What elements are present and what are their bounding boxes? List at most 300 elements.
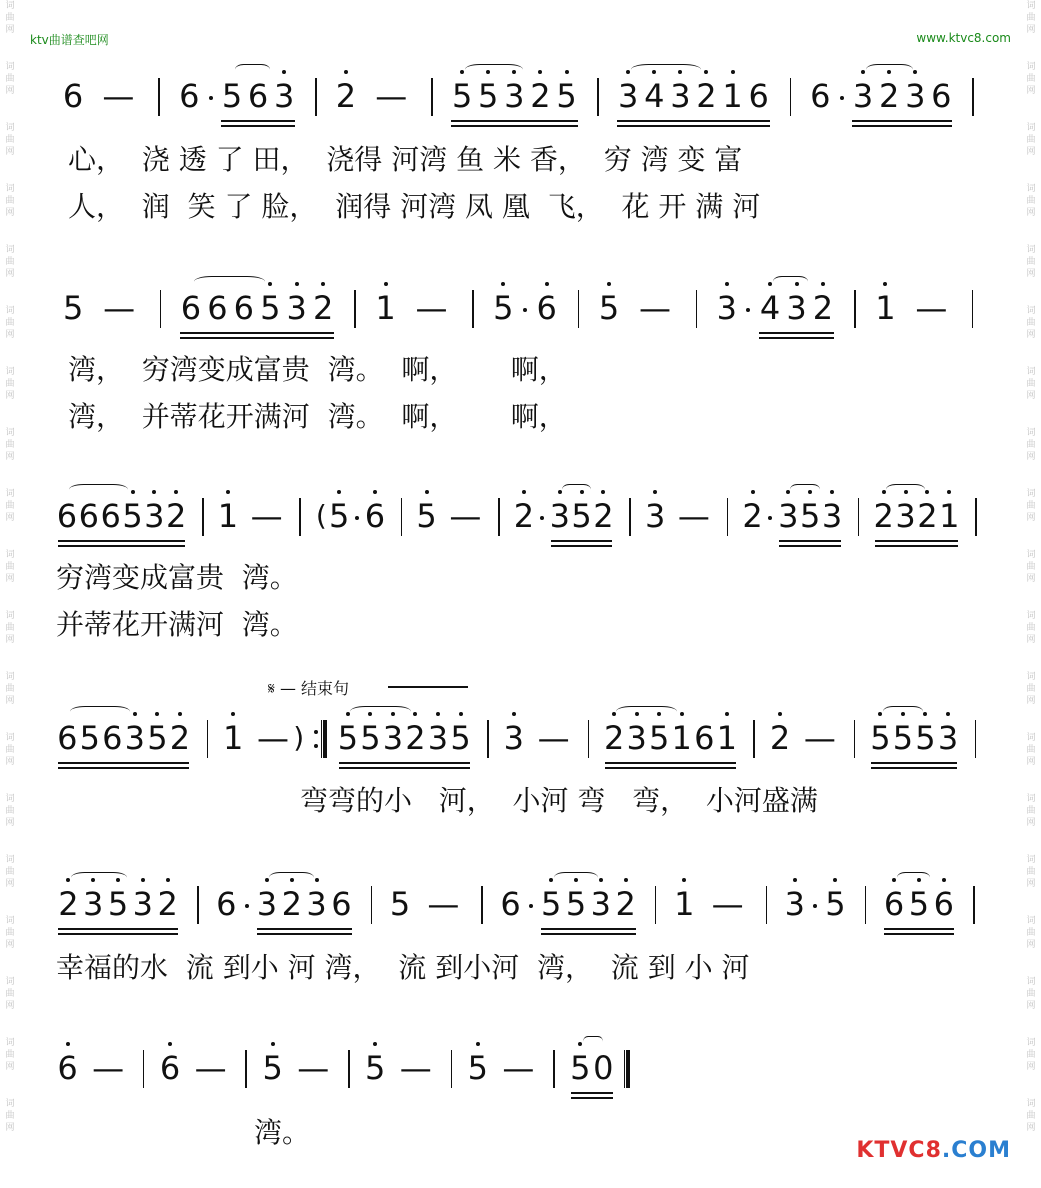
beam-line <box>875 545 958 547</box>
augmentation-dot <box>523 308 527 312</box>
note: 5 <box>915 719 936 757</box>
barline <box>790 78 792 116</box>
score-row <box>0 76 1041 116</box>
watermark-right: www.ktvc8.com <box>916 31 1011 45</box>
note: 5 <box>147 719 168 757</box>
barline <box>245 1050 247 1088</box>
beam-line <box>779 540 841 542</box>
note: 3 <box>852 77 874 115</box>
barline <box>588 720 590 758</box>
note: 2 <box>58 885 79 923</box>
side-watermark-char: 曲 <box>1026 806 1036 816</box>
side-watermark-char: 网 <box>1026 1062 1036 1072</box>
high-octave-dot <box>436 712 440 716</box>
beam-line <box>58 767 189 769</box>
side-watermark-char: 词 <box>1026 367 1036 377</box>
logo-main: KTVC8 <box>856 1138 942 1163</box>
note: 2 <box>405 719 426 757</box>
high-octave-dot <box>704 70 708 74</box>
beam-line <box>58 540 185 542</box>
side-watermark-char: 词 <box>1026 794 1036 804</box>
high-octave-dot <box>295 282 299 286</box>
note: 6 <box>883 885 905 923</box>
lyrics-line-1: 穷湾变成富贵 湾。 <box>56 561 298 594</box>
repeat-dot <box>314 730 318 734</box>
beam-line <box>180 332 335 334</box>
high-octave-dot <box>725 712 729 716</box>
side-watermark-char: 词 <box>1026 916 1036 926</box>
score-row <box>0 718 1041 758</box>
side-watermark-char: 网 <box>1026 513 1036 523</box>
side-watermark-char: 网 <box>5 391 15 401</box>
beam-line <box>221 120 295 122</box>
high-octave-dot <box>373 490 377 494</box>
slur <box>269 872 314 883</box>
high-octave-dot <box>624 878 628 882</box>
dash: — <box>677 497 710 535</box>
high-octave-dot <box>268 282 272 286</box>
side-watermark-char: 曲 <box>1026 1111 1036 1121</box>
side-watermark-char: 词 <box>1026 672 1036 682</box>
side-watermark-char: 网 <box>1026 269 1036 279</box>
side-watermark-left <box>2 0 18 1188</box>
beam-line <box>541 928 636 930</box>
side-watermark-char: 网 <box>5 25 15 35</box>
note: 2 <box>603 719 625 757</box>
slur <box>631 64 701 75</box>
side-watermark-char: 词 <box>1026 1099 1036 1109</box>
note: 2 <box>696 77 717 115</box>
beam-line <box>852 120 952 122</box>
side-watermark-char: 词 <box>1026 977 1036 987</box>
side-watermark-char: 网 <box>1026 330 1036 340</box>
barline <box>854 720 856 758</box>
side-watermark-char: 曲 <box>5 684 15 694</box>
high-octave-dot <box>946 712 950 716</box>
high-octave-dot <box>425 490 429 494</box>
note: 6 <box>931 77 952 115</box>
high-octave-dot <box>155 712 159 716</box>
dash: — <box>92 1049 125 1087</box>
side-watermark-char: 曲 <box>5 318 15 328</box>
lyrics-row <box>0 355 1041 385</box>
dash: — <box>638 289 671 327</box>
side-watermark-char: 词 <box>5 733 15 743</box>
side-watermark-char: 网 <box>1026 1001 1036 1011</box>
side-watermark-char: 曲 <box>1026 13 1036 23</box>
side-watermark-char: 曲 <box>5 501 15 511</box>
note: 6 <box>500 885 521 923</box>
note: 3 <box>504 77 525 115</box>
side-watermark-char: 词 <box>1026 1 1036 11</box>
note: 2 <box>166 497 187 535</box>
high-octave-dot <box>384 282 388 286</box>
side-watermark-char: 曲 <box>5 257 15 267</box>
barline <box>401 498 403 536</box>
beam-line <box>58 928 178 930</box>
slur <box>194 276 265 287</box>
dash: — <box>297 1049 330 1087</box>
side-watermark-right <box>1023 0 1039 1188</box>
lyrics-line-2: 并蒂花开满河 湾。 <box>56 608 298 641</box>
barline <box>371 886 373 924</box>
beam-line <box>541 933 636 935</box>
high-octave-dot <box>373 1042 377 1046</box>
beam-line <box>257 933 352 935</box>
side-watermark-char: 网 <box>5 635 15 645</box>
side-watermark-char: 曲 <box>1026 1050 1036 1060</box>
side-watermark-char: 曲 <box>5 1050 15 1060</box>
slur <box>71 872 127 883</box>
barline <box>160 290 162 328</box>
barline <box>481 886 483 924</box>
dash: — <box>502 1049 535 1087</box>
note: 5 <box>416 497 437 535</box>
note: 6 <box>57 1049 78 1087</box>
augmentation-dot <box>529 904 533 908</box>
high-octave-dot <box>476 1042 480 1046</box>
beam-line <box>339 767 470 769</box>
barline <box>487 720 489 758</box>
note: 2 <box>335 77 357 115</box>
note: 6 <box>364 497 386 535</box>
augmentation-dot <box>768 516 772 520</box>
note: 5 <box>122 497 143 535</box>
high-octave-dot <box>878 712 882 716</box>
note: 6 <box>331 885 352 923</box>
note: 6 <box>933 885 954 923</box>
side-watermark-char: 网 <box>5 940 15 950</box>
beam-line <box>571 1097 613 1099</box>
lyrics-line-1: 湾。 <box>254 1116 311 1149</box>
dash: — <box>250 497 283 535</box>
side-watermark-char: 曲 <box>5 989 15 999</box>
beam-line <box>571 1092 613 1094</box>
high-octave-dot <box>830 490 834 494</box>
side-watermark-char: 曲 <box>5 928 15 938</box>
note: 3 <box>427 719 449 757</box>
side-watermark-char: 网 <box>5 757 15 767</box>
note: 3 <box>83 885 104 923</box>
side-watermark-char: 词 <box>5 1 15 11</box>
dash: — <box>449 497 482 535</box>
note: 6 <box>180 289 202 327</box>
high-octave-dot <box>131 490 135 494</box>
note: 6 <box>216 885 237 923</box>
high-octave-dot <box>315 878 319 882</box>
lyrics-row <box>0 786 1041 816</box>
barline <box>158 78 160 116</box>
side-watermark-char: 网 <box>5 818 15 828</box>
note: 6 <box>694 719 715 757</box>
note: 2 <box>878 77 900 115</box>
barline <box>299 498 301 536</box>
beam-line <box>339 762 470 764</box>
beam-line <box>871 767 957 769</box>
slur <box>70 706 131 717</box>
lyrics-row <box>0 192 1041 222</box>
note: 6 <box>100 497 121 535</box>
high-octave-dot <box>549 878 553 882</box>
note: 2 <box>812 289 834 327</box>
barline <box>597 78 599 116</box>
repeat-dot <box>314 744 318 748</box>
barline <box>315 78 317 116</box>
side-watermark-char: 网 <box>5 513 15 523</box>
slur <box>235 64 270 75</box>
side-watermark-char: 网 <box>1026 86 1036 96</box>
side-watermark-char: 词 <box>1026 123 1036 133</box>
lyrics-line-2: 湾， 并蒂花开满河 湾。 啊， 啊， <box>68 400 567 433</box>
side-watermark-char: 词 <box>5 367 15 377</box>
slur <box>465 64 524 75</box>
barline <box>973 886 975 924</box>
beam-line <box>221 125 295 127</box>
note: 5 <box>649 719 670 757</box>
augmentation-dot <box>813 904 817 908</box>
paren: ) <box>293 721 305 754</box>
dash: — <box>399 1049 432 1087</box>
barline <box>354 290 356 328</box>
side-watermark-char: 网 <box>5 696 15 706</box>
high-octave-dot <box>578 1042 582 1046</box>
note: 5 <box>450 719 471 757</box>
high-octave-dot <box>882 490 886 494</box>
note: 3 <box>382 719 404 757</box>
side-watermark-char: 曲 <box>5 745 15 755</box>
side-watermark-char: 曲 <box>5 135 15 145</box>
barline <box>865 886 867 924</box>
beam-line <box>759 332 834 334</box>
slur <box>897 872 931 883</box>
high-octave-dot <box>861 70 865 74</box>
side-watermark-char: 词 <box>1026 733 1036 743</box>
side-watermark-char: 词 <box>1026 428 1036 438</box>
note: 2 <box>615 885 636 923</box>
high-octave-dot <box>680 712 684 716</box>
beam-line <box>875 540 958 542</box>
beam-line <box>551 545 613 547</box>
high-octave-dot <box>346 712 350 716</box>
score-row <box>0 496 1041 536</box>
side-watermark-char: 词 <box>5 1038 15 1048</box>
note: 3 <box>503 719 524 757</box>
augmentation-dot <box>209 96 213 100</box>
beam-line <box>884 928 954 930</box>
augmentation-dot <box>540 516 544 520</box>
high-octave-dot <box>133 712 137 716</box>
note: 2 <box>530 77 551 115</box>
augmentation-dot <box>746 308 750 312</box>
high-octave-dot <box>923 712 927 716</box>
note: 5 <box>451 77 473 115</box>
note: 2 <box>513 497 535 535</box>
beam-line <box>617 125 770 127</box>
beam-line <box>58 933 178 935</box>
beam-line <box>871 762 957 764</box>
logo-tld: .COM <box>941 1138 1011 1163</box>
side-watermark-char: 曲 <box>5 74 15 84</box>
note: 5 <box>565 885 587 923</box>
side-watermark-char: 网 <box>1026 757 1036 767</box>
side-watermark-char: 网 <box>1026 574 1036 584</box>
barline <box>498 498 500 536</box>
dash: — <box>711 885 744 923</box>
note: 5 <box>571 497 592 535</box>
beam-line <box>884 933 954 935</box>
side-watermark-char: 词 <box>5 428 15 438</box>
note: 3 <box>256 885 278 923</box>
lyrics-row <box>0 402 1041 432</box>
high-octave-dot <box>226 490 230 494</box>
high-octave-dot <box>821 282 825 286</box>
slur <box>583 1036 604 1047</box>
note: 5 <box>799 497 821 535</box>
side-watermark-char: 网 <box>5 1062 15 1072</box>
note: 5 <box>221 77 243 115</box>
barline <box>143 1050 145 1088</box>
note: 5 <box>892 719 914 757</box>
side-watermark-char: 曲 <box>1026 135 1036 145</box>
dash: — <box>103 289 136 327</box>
side-watermark-char: 曲 <box>1026 867 1036 877</box>
high-octave-dot <box>501 282 505 286</box>
watermark-left: ktv曲谱查吧网 <box>30 33 109 47</box>
high-octave-dot <box>778 712 782 716</box>
high-octave-dot <box>459 712 463 716</box>
note: 2 <box>742 497 763 535</box>
dash: — <box>803 719 836 757</box>
high-octave-dot <box>168 1042 172 1046</box>
beam-line <box>605 762 736 764</box>
side-watermark-char: 曲 <box>1026 74 1036 84</box>
barline <box>578 290 580 328</box>
high-octave-dot <box>512 712 516 716</box>
slur <box>69 484 128 495</box>
note: 6 <box>78 497 99 535</box>
side-watermark-char: 词 <box>5 611 15 621</box>
lyrics-line-1: 幸福的水 流 到小 河 湾， 流 到小河 湾， 流 到 小 河 <box>56 951 750 984</box>
note: 3 <box>670 77 691 115</box>
barline <box>766 886 768 924</box>
high-octave-dot <box>626 70 630 74</box>
side-watermark-char: 曲 <box>5 1111 15 1121</box>
note: 3 <box>784 885 806 923</box>
high-octave-dot <box>231 712 235 716</box>
side-watermark-char: 曲 <box>1026 745 1036 755</box>
augmentation-dot <box>840 96 844 100</box>
note: 5 <box>107 885 129 923</box>
slur <box>790 484 820 495</box>
high-octave-dot <box>337 490 341 494</box>
side-watermark-char: 曲 <box>5 440 15 450</box>
side-watermark-char: 词 <box>1026 184 1036 194</box>
note: 2 <box>769 719 791 757</box>
lyrics-row <box>0 610 1041 640</box>
high-octave-dot <box>793 878 797 882</box>
note: 5 <box>260 289 281 327</box>
side-watermark-char: 词 <box>5 306 15 316</box>
lyrics-line-1: 湾， 穷湾变成富贵 湾。 啊， 啊， <box>68 353 567 386</box>
note: 2 <box>157 885 178 923</box>
note: 1 <box>875 289 896 327</box>
beam-line <box>551 540 613 542</box>
lyrics-line-1: 弯弯的小 河， 小河 弯 弯， 小河盛满 <box>300 784 818 817</box>
side-watermark-char: 网 <box>5 879 15 889</box>
dash: — <box>415 289 448 327</box>
note: 3 <box>937 719 959 757</box>
lyrics-row <box>0 563 1041 593</box>
side-watermark-char: 网 <box>1026 25 1036 35</box>
high-octave-dot <box>174 490 178 494</box>
note: 3 <box>821 497 843 535</box>
side-watermark-char: 词 <box>5 550 15 560</box>
paren: ( <box>315 499 327 532</box>
note: 3 <box>306 885 327 923</box>
side-watermark-char: 网 <box>5 574 15 584</box>
note: 6 <box>62 77 84 115</box>
barline <box>696 290 698 328</box>
side-watermark-char: 网 <box>5 208 15 218</box>
beam-line <box>779 545 841 547</box>
beam-line <box>759 337 834 339</box>
high-octave-dot <box>913 70 917 74</box>
side-watermark-char: 词 <box>5 184 15 194</box>
side-watermark-char: 词 <box>1026 62 1036 72</box>
high-octave-dot <box>947 490 951 494</box>
barline <box>207 720 209 758</box>
score-row <box>0 884 1041 924</box>
beam-line <box>617 120 770 122</box>
side-watermark-char: 网 <box>1026 208 1036 218</box>
side-watermark-char: 网 <box>5 269 15 279</box>
side-watermark-char: 曲 <box>1026 562 1036 572</box>
note: 3 <box>716 289 738 327</box>
note: 3 <box>905 77 926 115</box>
note: 1 <box>217 497 239 535</box>
beam-line <box>58 762 189 764</box>
high-octave-dot <box>538 70 542 74</box>
barline <box>975 720 977 758</box>
side-watermark-char: 曲 <box>5 623 15 633</box>
note: 5 <box>541 885 562 923</box>
side-watermark-char: 词 <box>5 794 15 804</box>
high-octave-dot <box>344 70 348 74</box>
high-octave-dot <box>883 282 887 286</box>
note: 1 <box>375 289 396 327</box>
lyrics-line-2: 人， 润 笑 了 脸， 润得 河湾 凤 凰 飞， 花 开 满 河 <box>68 190 761 223</box>
note: 5 <box>598 289 620 327</box>
note: 1 <box>722 77 743 115</box>
high-octave-dot <box>178 712 182 716</box>
note: 1 <box>671 719 692 757</box>
slur <box>616 706 677 717</box>
side-watermark-char: 曲 <box>5 196 15 206</box>
ending-sign <box>268 676 349 699</box>
note: 4 <box>644 77 665 115</box>
score-row <box>0 1048 1041 1088</box>
note: 2 <box>312 289 334 327</box>
note: 6 <box>810 77 831 115</box>
side-watermark-char: 网 <box>1026 879 1036 889</box>
side-watermark-char: 网 <box>5 330 15 340</box>
side-watermark-char: 网 <box>1026 452 1036 462</box>
side-watermark-char: 曲 <box>5 562 15 572</box>
dash: — <box>537 719 570 757</box>
side-watermark-char: 网 <box>5 147 15 157</box>
note: 3 <box>124 719 146 757</box>
note: 6 <box>102 719 123 757</box>
